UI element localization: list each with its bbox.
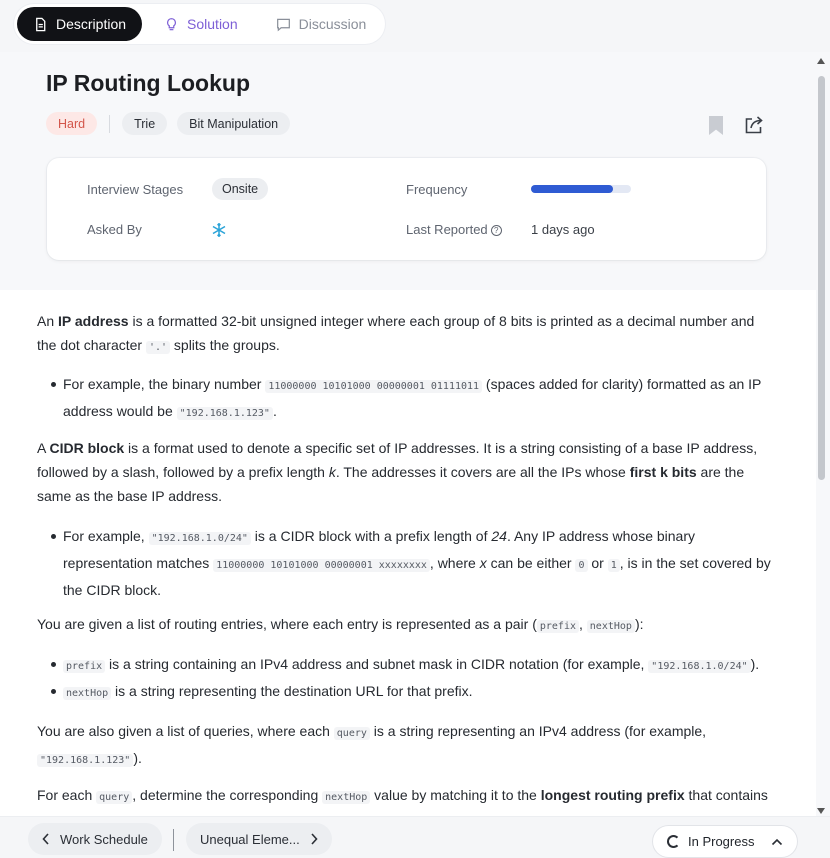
- top-tab-bar: [0, 0, 830, 52]
- text: You are also given a list of queries, where each: [37, 723, 334, 739]
- tab-group: [14, 4, 385, 44]
- chevron-right-icon: [310, 833, 318, 845]
- inline-code: "192.168.1.0/24": [648, 660, 750, 673]
- text: ,: [579, 616, 587, 632]
- chevron-up-icon: [771, 838, 783, 846]
- text: . Any IP address whose binary representation matches: [63, 528, 696, 571]
- text: For example, the binary number: [63, 376, 266, 392]
- inline-code: nextHop: [322, 791, 370, 804]
- tab-solution-label: Solution: [187, 16, 238, 32]
- tab-description[interactable]: [17, 7, 142, 41]
- problem-info-card: [47, 158, 766, 260]
- text: are the same as the base IP address.: [37, 464, 745, 504]
- bold-text: first k bits: [629, 464, 697, 480]
- problem-description: [0, 290, 816, 816]
- lightbulb-icon: [164, 17, 179, 32]
- text: is a formatted 32-bit unsigned integer where each group of 8 bits is printed as a decimal number and the dot character: [37, 313, 755, 353]
- text: ).: [750, 656, 760, 672]
- last-reported-label-group: [406, 222, 502, 237]
- list-item: [63, 679, 778, 706]
- tag-row: [46, 112, 290, 135]
- text: splits the groups.: [170, 337, 280, 353]
- list-item: [63, 524, 778, 602]
- text: . The addresses it covers are all the IPs whose: [335, 464, 630, 480]
- last-reported-label: Last Reported: [406, 222, 488, 237]
- frequency-bar-fill: [531, 185, 613, 193]
- italic-text: 24: [491, 528, 507, 544]
- tag-trie[interactable]: Trie: [122, 112, 167, 135]
- inline-code: '.': [146, 341, 170, 354]
- paragraph-routing-entries: [37, 612, 777, 639]
- text: , is in the set covered by the CIDR block.: [63, 555, 771, 598]
- next-problem-label: Unequal Eleme...: [200, 831, 300, 847]
- tab-description-label: Description: [56, 16, 127, 32]
- bold-text: IP address: [58, 313, 129, 329]
- problem-title: IP Routing Lookup: [46, 70, 250, 96]
- italic-text: x: [479, 555, 487, 571]
- inline-code: "192.168.1.0/24": [149, 532, 251, 545]
- frequency-label: Frequency: [406, 182, 468, 197]
- prev-problem-button[interactable]: [28, 823, 162, 855]
- inline-code: "192.168.1.123": [37, 754, 133, 767]
- chevron-left-icon: [42, 833, 50, 845]
- italic-text: k: [328, 464, 336, 480]
- text: , determine the corresponding: [132, 787, 323, 803]
- text: ):: [634, 616, 644, 632]
- text: is a format used to denote a specific set of IP addresses. It is a string consisting of a base IP address, followed by a slash, followed by a prefix length: [37, 440, 758, 480]
- last-reported-value: 1 days ago: [531, 222, 595, 237]
- text: can be either: [486, 555, 576, 571]
- prev-problem-label: Work Schedule: [60, 831, 148, 847]
- scroll-up-arrow-icon[interactable]: [817, 58, 825, 64]
- text: or: [587, 555, 608, 571]
- inline-code: query: [334, 727, 370, 740]
- text: is a CIDR block with a prefix length of: [250, 528, 492, 544]
- asked-by-label: Asked By: [87, 222, 142, 237]
- text: An: [37, 313, 59, 329]
- tab-solution[interactable]: [148, 7, 254, 41]
- text: value by matching it to the: [370, 787, 541, 803]
- text: is a string representing an IPv4 address (for example,: [369, 723, 707, 739]
- paragraph-ip-address: [37, 309, 777, 360]
- status-label: In Progress: [688, 834, 755, 849]
- divider: [109, 115, 110, 133]
- text: , where: [429, 555, 480, 571]
- divider: [173, 829, 174, 851]
- inline-code: prefix: [537, 620, 579, 633]
- paragraph-cidr-block: [37, 436, 777, 508]
- paragraph-queries: [37, 719, 777, 773]
- tab-discussion-label: Discussion: [298, 16, 367, 32]
- frequency-bar: [531, 185, 631, 193]
- inline-code: 0: [575, 559, 587, 572]
- tab-discussion[interactable]: [260, 7, 383, 41]
- bold-text: CIDR block: [49, 440, 125, 456]
- inline-code: prefix: [63, 660, 105, 673]
- help-icon[interactable]: ?: [491, 225, 502, 236]
- inline-code: 1: [608, 559, 620, 572]
- text: For example,: [63, 528, 149, 544]
- inline-code: 11000000 10101000 00000001 xxxxxxxx: [213, 559, 430, 572]
- bookmark-icon[interactable]: [709, 116, 723, 135]
- text: You are given a list of routing entries, where each entry is represented as a pair (: [37, 616, 537, 632]
- scrollbar-thumb[interactable]: [818, 76, 825, 480]
- inline-code: nextHop: [587, 620, 635, 633]
- inline-code: 11000000 10101000 00000001 01111011: [265, 380, 482, 393]
- next-problem-button[interactable]: [186, 823, 332, 855]
- status-dropdown[interactable]: [653, 826, 797, 857]
- tag-bit-manipulation[interactable]: Bit Manipulation: [177, 112, 290, 135]
- list-item: [63, 372, 778, 426]
- list-item: [63, 652, 778, 679]
- snowflake-icon[interactable]: [211, 222, 227, 238]
- vertical-scrollbar[interactable]: [816, 56, 828, 816]
- interview-stage-badge: Onsite: [212, 178, 268, 200]
- bottom-nav-bar: [0, 816, 830, 858]
- in-progress-icon: [667, 835, 680, 848]
- chat-icon: [276, 17, 291, 32]
- text: ).: [133, 750, 142, 766]
- text: .: [272, 403, 277, 419]
- bold-text: longest routing prefix: [540, 787, 685, 803]
- scroll-down-arrow-icon[interactable]: [817, 808, 825, 814]
- text: is a string representing the destination URL for that prefix.: [111, 683, 473, 699]
- text: that contains: [688, 787, 768, 803]
- text: is a string containing an IPv4 address and subnet mask in CIDR notation (for example,: [105, 656, 649, 672]
- text: A: [37, 440, 50, 456]
- text: (spaces added for clarity) formatted as an IP address would be: [63, 376, 762, 419]
- difficulty-badge: Hard: [46, 112, 97, 135]
- interview-stages-label: Interview Stages: [87, 182, 184, 197]
- inline-code: nextHop: [63, 687, 111, 700]
- document-icon: [33, 17, 48, 32]
- text: For each: [37, 787, 97, 803]
- inline-code: query: [96, 791, 132, 804]
- problem-header: [0, 52, 816, 290]
- inline-code: "192.168.1.123": [177, 407, 273, 420]
- share-icon[interactable]: [743, 114, 765, 136]
